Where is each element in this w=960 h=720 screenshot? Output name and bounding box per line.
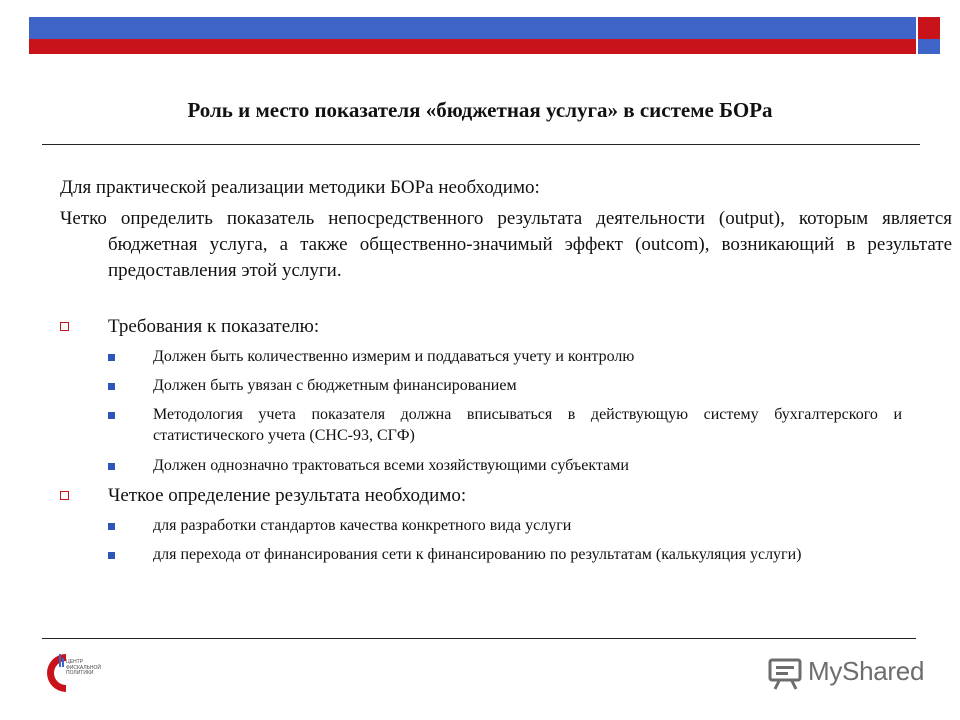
square-bullet-icon — [108, 463, 115, 470]
logo-line: ФИСКАЛЬНОЙ — [66, 664, 102, 671]
header-band-blue — [29, 17, 916, 39]
hollow-square-bullet-icon — [60, 322, 69, 331]
square-bullet-icon — [108, 354, 115, 361]
logo-text — [66, 660, 101, 677]
intro-text: Для практической реализации методики БОРа необходимо: — [60, 177, 540, 198]
header-corner-red-square — [918, 17, 940, 39]
list-item-text: Должен быть увязан с бюджетным финансированием — [153, 377, 517, 394]
logo-line: ПОЛИТИКИ — [66, 670, 94, 676]
organization-logo — [44, 652, 124, 696]
square-bullet-icon — [108, 552, 115, 559]
list-item-text: Методология учета показателя должна вписываться в действующую систему бухгалтерского и статистического учета (СНС-93, СГФ) — [153, 406, 902, 444]
section-heading-text: Требования к показателю: — [108, 316, 320, 337]
header-corner-blue-square — [918, 39, 940, 54]
slide-title: Роль и место показателя «бюджетная услуга» в системе БОРа — [187, 98, 773, 122]
list-item-text: Должен однозначно трактоваться всеми хозяйствующими субъектами — [153, 457, 629, 474]
logo-mark-icon — [44, 652, 68, 694]
list-item-text: для перехода от финансирования сети к финансированию по результатам (калькуляция услуги) — [153, 546, 802, 563]
section-heading-text: Четкое определение результата необходимо: — [108, 485, 467, 506]
logo-line: ЦЕНТР — [66, 659, 84, 665]
header-band-red — [29, 39, 916, 54]
list-item-text: Должен быть количественно измерим и поддаваться учету и контролю — [153, 348, 635, 365]
list-item-text: для разработки стандартов качества конкретного вида услуги — [153, 517, 572, 534]
hollow-square-bullet-icon — [60, 491, 69, 500]
footer-divider — [42, 638, 916, 639]
square-bullet-icon — [108, 383, 115, 390]
main-paragraph: Четко определить показатель непосредственного результата деятельности (output), которым является бюджетная услуга, а также общественно-значимый эффект (outcom), возникающий в результате предоставления этой услуги. — [60, 208, 952, 281]
square-bullet-icon — [108, 523, 115, 530]
square-bullet-icon — [108, 412, 115, 419]
presentation-board-icon — [768, 657, 804, 690]
title-divider — [42, 144, 920, 145]
watermark-text: MyShared — [808, 656, 925, 686]
